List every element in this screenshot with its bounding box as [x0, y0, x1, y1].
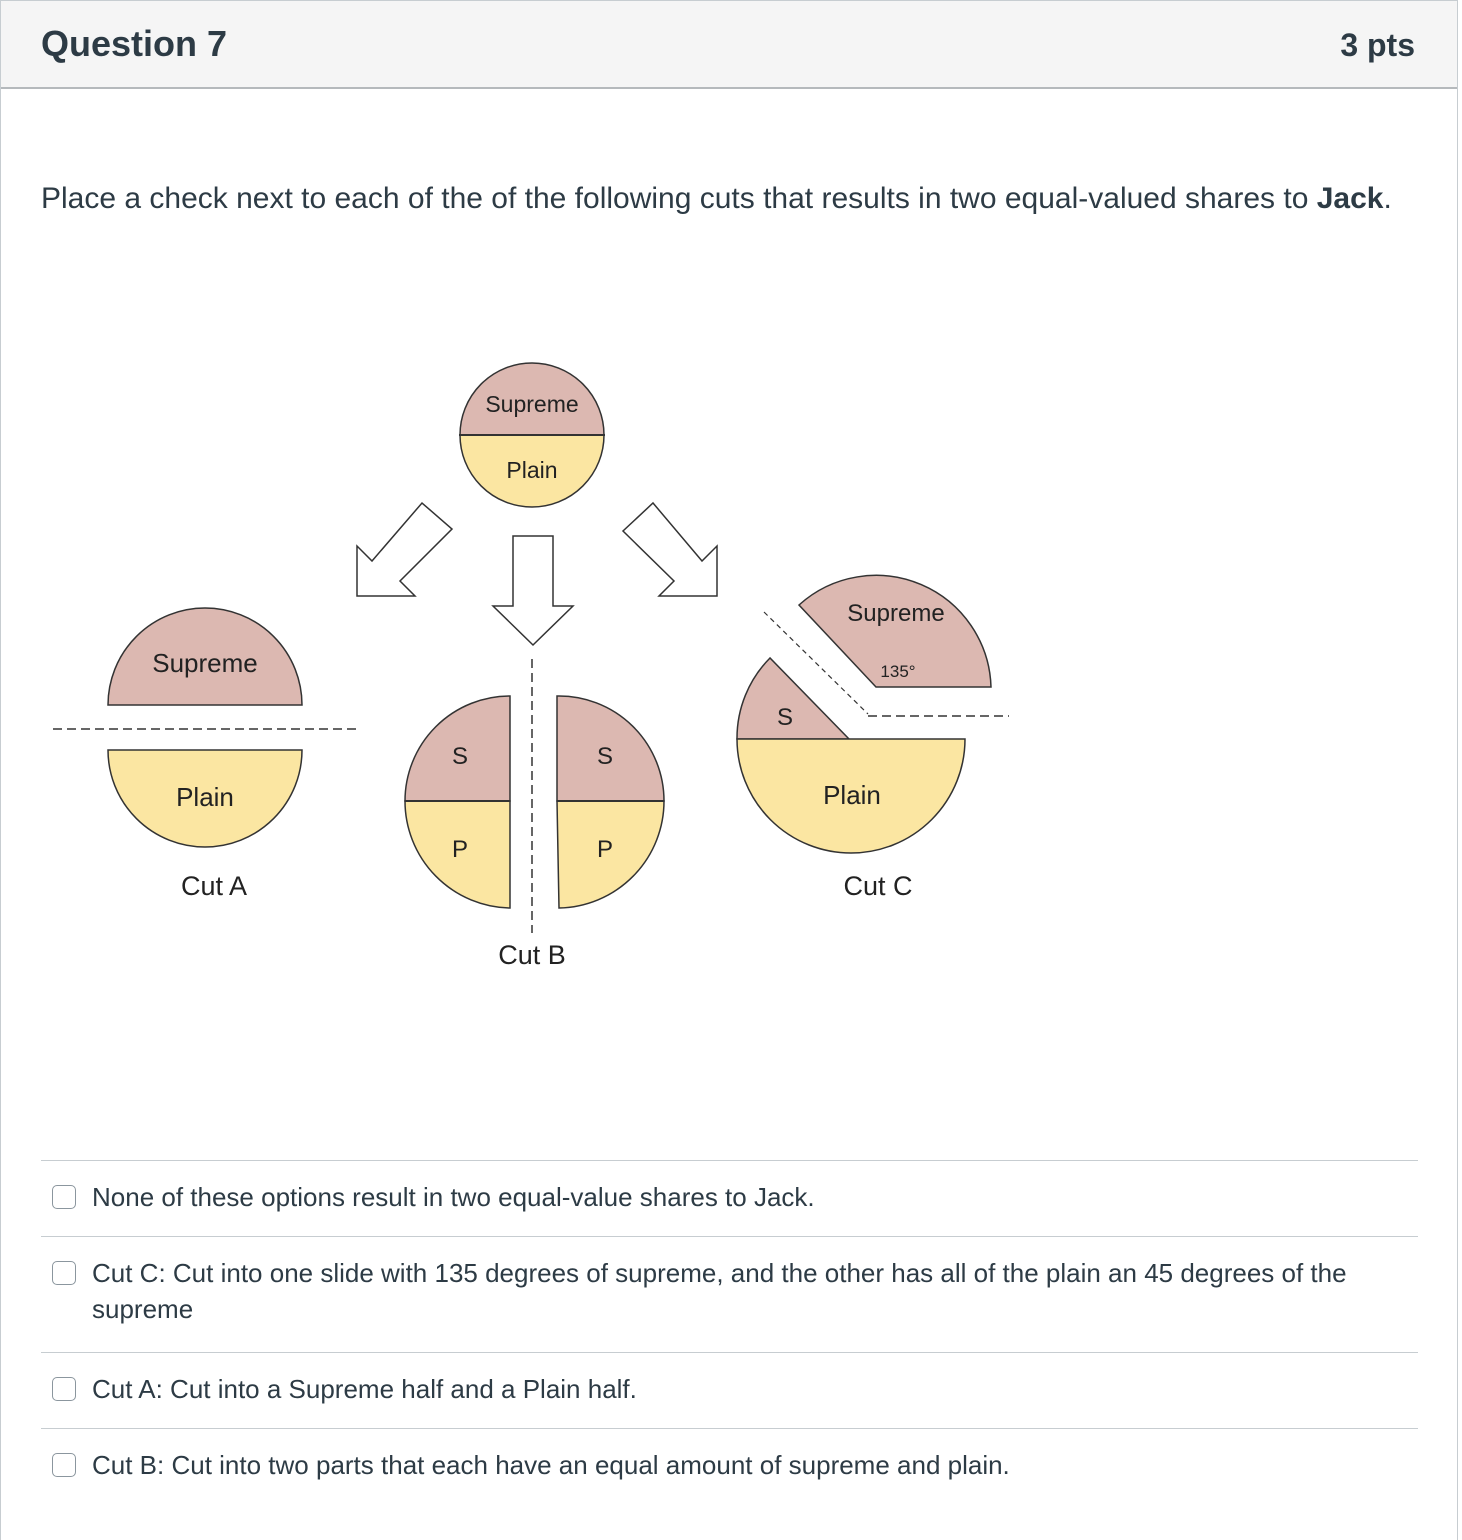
answer-label[interactable]: Cut B: Cut into two parts that each have an equal amount of supreme and plain.: [92, 1450, 1010, 1480]
answer-option[interactable]: [41, 1160, 1418, 1236]
question-title: Question 7: [41, 23, 228, 64]
arrow-down-right: [623, 503, 717, 596]
question-text-bold: Jack: [1316, 182, 1384, 215]
pizza-cuts-diagram: [1, 341, 1061, 1001]
answer-label[interactable]: Cut A: Cut into a Supreme half and a Plain half.: [92, 1374, 637, 1404]
cut-c-s-label: S: [776, 704, 794, 731]
arrow-down: [493, 536, 573, 645]
top-pizza: [459, 363, 605, 507]
question-header: [1, 1, 1457, 89]
cut-b-right-s-label: S: [596, 743, 614, 770]
answer-label[interactable]: Cut C: Cut into one slide with 135 degrees of supreme, and the other has all of the plain an 45 degrees of the supreme: [92, 1258, 1347, 1324]
cut-c-plain-label: Plain: [823, 780, 881, 810]
answer-checkbox[interactable]: [52, 1377, 76, 1401]
cut-b-left-s-label: S: [451, 743, 469, 770]
question-text: [41, 175, 1421, 222]
answer-checkbox[interactable]: [52, 1185, 76, 1209]
cut-c-angle-label: 135°: [880, 662, 916, 681]
cut-c-caption: Cut C: [843, 871, 913, 901]
answer-option[interactable]: [41, 1236, 1418, 1352]
cut-b-left-p-label: P: [451, 836, 469, 863]
answer-checkbox[interactable]: [52, 1261, 76, 1285]
top-pizza-supreme-label: Supreme: [485, 391, 579, 417]
cut-b-caption: Cut B: [498, 940, 566, 970]
cut-c: [737, 575, 1009, 901]
answer-checkbox[interactable]: [52, 1453, 76, 1477]
answer-option[interactable]: [41, 1428, 1418, 1504]
answer-option[interactable]: [41, 1352, 1418, 1428]
cut-b-right-p-label: P: [596, 836, 614, 863]
question-text-suffix: .: [1383, 182, 1392, 215]
cut-b: [405, 659, 664, 970]
answer-list: [41, 1160, 1418, 1504]
answer-label[interactable]: None of these options result in two equal-value shares to Jack.: [92, 1182, 815, 1212]
question-points: 3 pts: [1340, 27, 1415, 63]
cut-a: [53, 608, 359, 901]
top-pizza-plain-label: Plain: [506, 457, 558, 483]
arrow-down-left: [357, 503, 452, 596]
question-text-main: Place a check next to each of the of the following cuts that results in two equal-valued shares to: [41, 182, 1309, 215]
cut-a-supreme-label: Supreme: [152, 648, 258, 678]
cut-a-plain-label: Plain: [176, 782, 234, 812]
cut-c-supreme-label: Supreme: [847, 600, 945, 627]
cut-a-caption: Cut A: [180, 871, 248, 901]
